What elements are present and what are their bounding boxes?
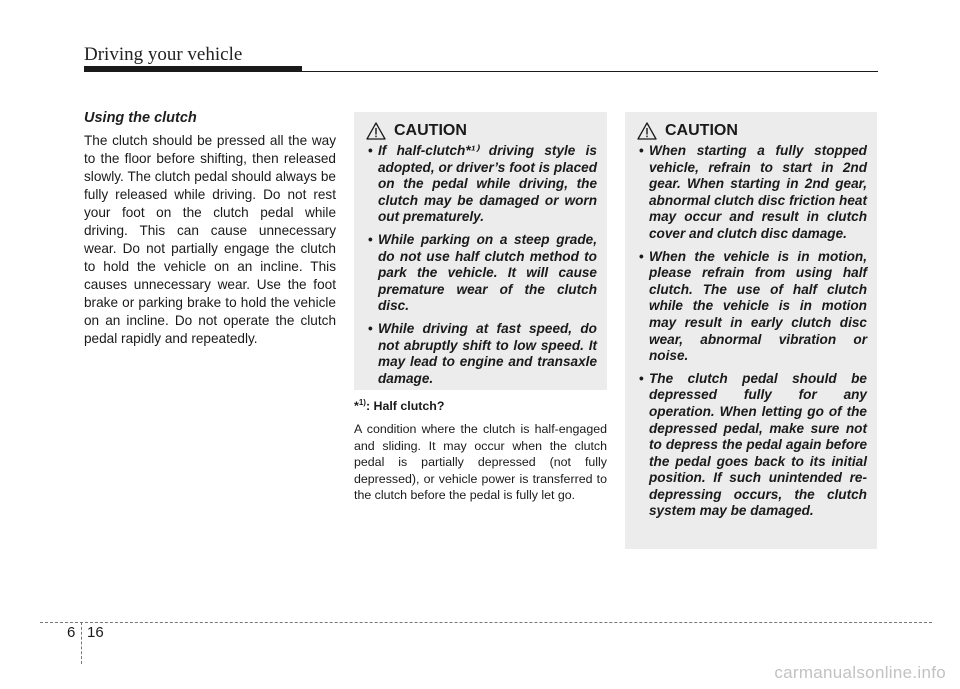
warning-triangle-icon [637,122,657,140]
page-number-divider [81,622,82,664]
caution-box-1 [354,112,607,390]
clutch-section [84,110,336,348]
caution-item: • When starting a fully stopped vehicle, refrain to start in 2nd gear. When starting in 2nd gear, abnormal clutch disc friction heat may occur and result in clutch cover and clutch disc damage. [635,143,867,243]
caution-item: • When the vehicle is in motion, please refrain from using half clutch. The use of half clutch while the vehicle is in motion may result in early clutch disc wear, abnormal vibration or noise. [635,249,867,365]
footnote-marker: 1) [358,398,366,407]
page-header-title: Driving your vehicle [84,44,243,65]
note-title [354,398,607,413]
header-bar [84,66,302,72]
caution-heading [366,122,597,140]
caution-item: • If half-clutch*¹⁾ driving style is adopted, or driver’s foot is placed on the pedal while driving, the clutch may be damaged or worn out prematurely. [364,143,597,226]
section-body: The clutch should be pressed all the way to the floor before shifting, then released slowly. The clutch pedal should always be fully released while driving. Do not rest your foot on the clutch pedal while driving. This can cause unnecessary wear. Do not partially engage the clutch to hold the vehicle on an incline. This causes unnecessary wear. Use the foot brake or parking brake to hold the vehicle on an incline. Do not operate the clutch pedal rapidly and repeatedly. [84,133,336,346]
chapter-number: 6 [67,624,76,641]
warning-triangle-icon [366,122,386,140]
header-rule [302,71,878,72]
half-clutch-note [354,398,607,504]
caution-list-1 [364,143,597,387]
caution-item: • While parking on a steep grade, do not use half clutch method to park the vehicle. It will cause premature wear of the clutch disc. [364,232,597,315]
caution-box-2 [625,112,877,549]
note-text: A condition where the clutch is half-engaged and sliding. It may occur when the clutch pedal is partially depressed (not fully depressed), or vehicle power is transferred to the clutch before the pedal is fully let go. [354,422,607,503]
footer-rule [40,622,932,623]
caution-heading [637,122,867,140]
caution-title: CAUTION [394,122,467,139]
caution-item: • The clutch pedal should be depressed fully for any operation. When letting go of the depressed pedal, make sure not to depress the pedal again before the pedal goes back to its initial position. If such unintended re-depressing occurs, the clutch system may be damaged. [635,371,867,520]
section-heading: Using the clutch [84,110,197,126]
caution-item: • While driving at fast speed, do not abruptly shift to low speed. It may lead to engine and transaxle damage. [364,321,597,387]
note-title-text: : Half clutch? [365,399,445,414]
caution-list-2 [635,143,867,520]
note-title-prefix: * [354,399,359,414]
watermark: carmanualsonline.info [774,663,946,682]
caution-title: CAUTION [665,122,738,139]
page-number: 16 [87,624,104,641]
